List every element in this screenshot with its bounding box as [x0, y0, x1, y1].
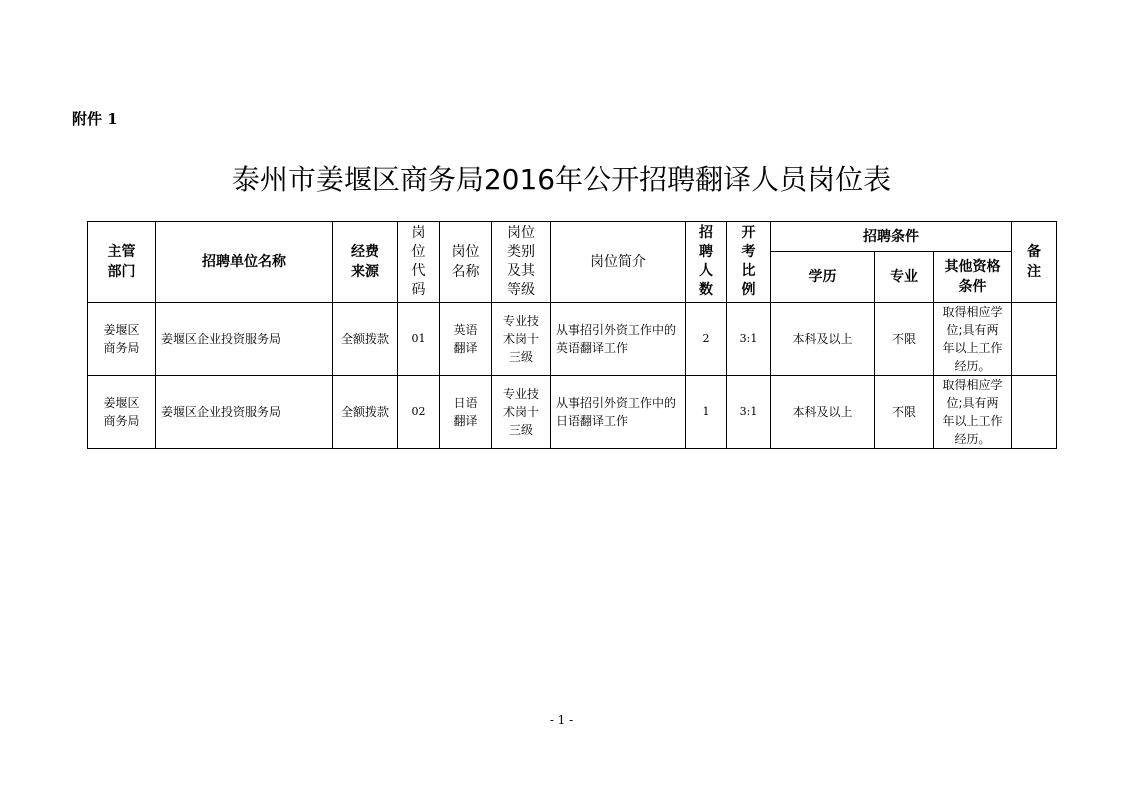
header-count: 招聘人数: [686, 222, 727, 303]
page-title: 泰州市姜堰区商务局2016年公开招聘翻译人员岗位表: [231, 163, 892, 196]
cell-remark: [1012, 376, 1057, 449]
header-conditions: 招聘条件: [771, 222, 1012, 252]
cell-unit: 姜堰区企业投资服务局: [156, 376, 333, 449]
header-funding: 经费来源: [333, 222, 398, 303]
header-education: 学历: [771, 252, 875, 303]
attachment-label: 附件 1: [72, 110, 118, 128]
cell-other: 取得相应学位;具有两年以上工作经历。: [934, 303, 1012, 376]
header-post-name: 岗位名称: [440, 222, 492, 303]
cell-intro: 从事招引外资工作中的日语翻译工作: [551, 376, 686, 449]
header-unit: 招聘单位名称: [156, 222, 333, 303]
header-dept: 主管部门: [88, 222, 156, 303]
cell-post-name: 日语翻译: [440, 376, 492, 449]
cell-post-name: 英语翻译: [440, 303, 492, 376]
cell-education: 本科及以上: [771, 303, 875, 376]
cell-funding: 全额拨款: [333, 376, 398, 449]
cell-category: 专业技术岗十三级: [492, 376, 551, 449]
cell-remark: [1012, 303, 1057, 376]
cell-count: 1: [686, 376, 727, 449]
header-ratio: 开考比例: [727, 222, 771, 303]
cell-unit: 姜堰区企业投资服务局: [156, 303, 333, 376]
cell-dept: 姜堰区商务局: [88, 376, 156, 449]
cell-major: 不限: [875, 376, 934, 449]
header-intro: 岗位简介: [551, 222, 686, 303]
cell-major: 不限: [875, 303, 934, 376]
table-row: [88, 303, 1057, 376]
cell-dept: 姜堰区商务局: [88, 303, 156, 376]
header-major: 专业: [875, 252, 934, 303]
header-other: 其他资格条件: [934, 252, 1012, 303]
cell-funding: 全额拨款: [333, 303, 398, 376]
cell-code: 02: [398, 376, 440, 449]
cell-education: 本科及以上: [771, 376, 875, 449]
cell-code: 01: [398, 303, 440, 376]
recruitment-table: [87, 221, 1057, 449]
header-code: 岗位代码: [398, 222, 440, 303]
header-remark: 备注: [1012, 222, 1057, 303]
header-category: 岗位类别及其等级: [492, 222, 551, 303]
cell-ratio: 3:1: [727, 303, 771, 376]
page-number: - 1 -: [549, 713, 574, 727]
cell-ratio: 3:1: [727, 376, 771, 449]
cell-count: 2: [686, 303, 727, 376]
cell-category: 专业技术岗十三级: [492, 303, 551, 376]
cell-intro: 从事招引外资工作中的英语翻译工作: [551, 303, 686, 376]
table-row: [88, 376, 1057, 449]
cell-other: 取得相应学位;具有两年以上工作经历。: [934, 376, 1012, 449]
